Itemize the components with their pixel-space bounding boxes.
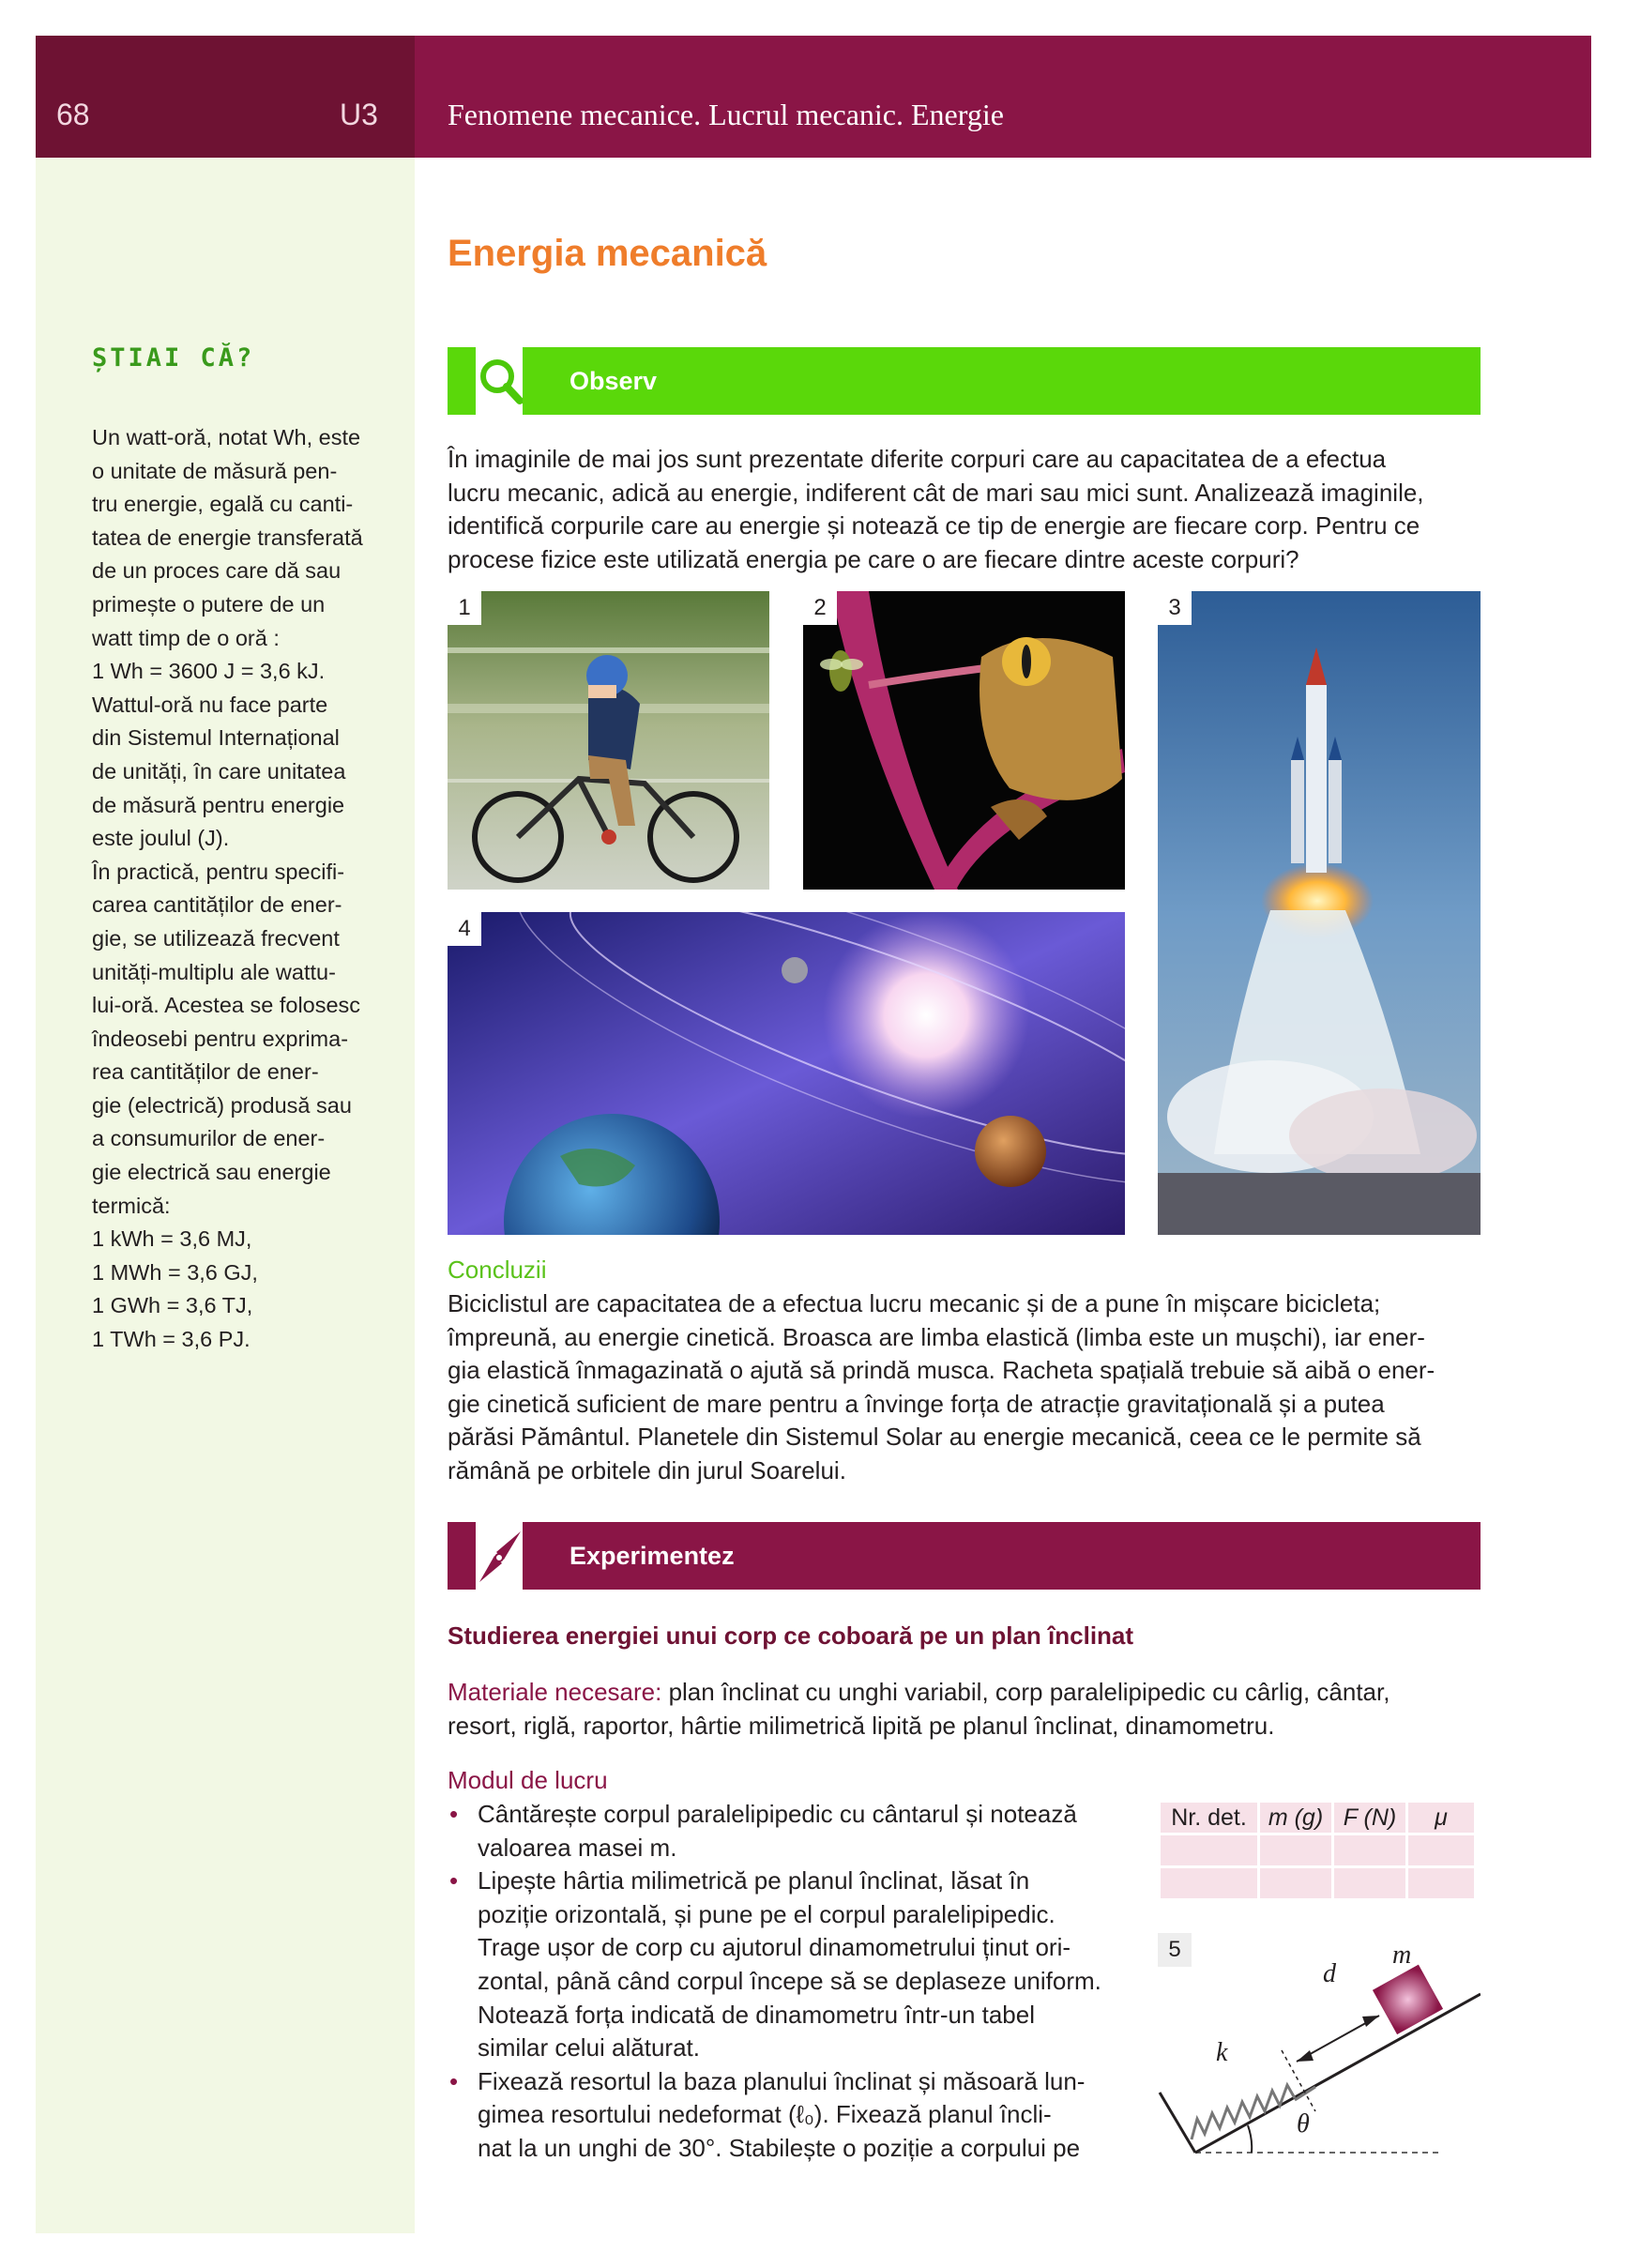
observ-line: procese fizice este utilizată energia pe care o are fiecare dintre aceste corpuri?: [448, 544, 1299, 573]
table-header: m (g): [1260, 1803, 1331, 1833]
step-line: gimea resortului nedeformat (ℓ₀). Fixează planul încli-: [478, 2100, 1052, 2129]
sidebar-line: gie (electrică) produsă sau: [92, 1092, 352, 1118]
page-number: 68: [56, 98, 90, 131]
header-right-band: [415, 36, 1591, 158]
observ-text: [448, 443, 1481, 576]
sidebar-line: watt timp de o oră :: [92, 625, 280, 650]
observ-line: În imaginile de mai jos sunt prezentate diferite corpuri care au capacitatea de a efectua: [448, 445, 1387, 473]
header-left-band: [36, 36, 415, 158]
experimentez-accent: [448, 1522, 476, 1590]
sidebar-line: 1 kWh = 3,6 MJ,: [92, 1226, 252, 1252]
step-line: valoarea masei m.: [478, 1833, 677, 1862]
conclusions-line: gie cinetică suficient de mare pentru a învinge forța de atracție gravitațională și a putea: [448, 1389, 1385, 1418]
sidebar-line: gie electrică sau energie: [92, 1160, 331, 1185]
table-header: μ: [1408, 1803, 1474, 1833]
sidebar-line: carea cantităților de ener-: [92, 892, 342, 918]
table-cell: [1260, 1868, 1331, 1898]
materials-line: resort, riglă, raportor, hârtie milimetrică lipită pe planul înclinat, dinamometru.: [448, 1711, 1275, 1740]
sidebar-line: primește o putere de un: [92, 591, 326, 616]
sidebar-line: unități-multiplu ale wattu-: [92, 959, 336, 984]
table-cell: [1334, 1835, 1405, 1865]
list-item: [448, 1865, 1123, 2065]
distance-label: d: [1323, 1959, 1336, 1988]
solar-system-photo: [448, 912, 1125, 1235]
step-line: Notează forța indicată de dinamometru într-un tabel: [478, 2000, 1036, 2029]
sidebar-line: îndeosebi pentru exprima-: [92, 1026, 349, 1051]
sidebar-line: de un proces care dă sau: [92, 558, 342, 584]
conclusions-line: gia elastică înmagazinată o ajută să prindă musca. Racheta spațială trebuie să aibă o ener-: [448, 1356, 1435, 1385]
table-cell: [1161, 1868, 1257, 1898]
table-header: Nr. det.: [1161, 1803, 1257, 1833]
observ-accent: [448, 347, 476, 415]
sidebar-line: o unitate de măsură pen-: [92, 458, 338, 483]
table-cell: [1334, 1868, 1405, 1898]
sidebar-line: rea cantităților de ener-: [92, 1059, 319, 1085]
step-line: Cântărește corpul paralelipipedic cu cântarul și notează: [478, 1800, 1077, 1828]
experiment-title: Studierea energiei unui corp ce coboară pe un plan înclinat: [448, 1621, 1134, 1650]
conclusions-text: [448, 1287, 1481, 1488]
experimentez-banner: [448, 1522, 1481, 1590]
table-cell: [1161, 1835, 1257, 1865]
materials-line: plan înclinat cu unghi variabil, corp paralelipipedic cu cârlig, cântar,: [661, 1678, 1390, 1706]
table-cell: [1260, 1835, 1331, 1865]
materials-block: [448, 1676, 1481, 1743]
observ-line: identifică corpurile care au energie și notează ce tip de energie are fiecare corp. Pentru ce: [448, 511, 1420, 540]
sidebar-line: de măsură pentru energie: [92, 792, 345, 817]
sidebar-line: tatea de energie transferată: [92, 525, 363, 550]
step-line: Trage ușor de corp cu ajutorul dinamometrului ținut ori-: [478, 1933, 1071, 1962]
step-line: nat la un unghi de 30°. Stabilește o poziție a corpului pe: [478, 2133, 1081, 2162]
sidebar-line: de unități, în care unitatea: [92, 758, 346, 784]
conclusions-line: părăsi Pământul. Planetele din Sistemul Solar au energie mecanică, ceea ce le permite să: [448, 1423, 1421, 1452]
sidebar-line: 1 MWh = 3,6 GJ,: [92, 1259, 258, 1285]
observ-label: Observ: [570, 367, 658, 395]
observ-strip: [523, 347, 1481, 415]
table-row: [1161, 1868, 1474, 1898]
conclusions-heading: Concluzii: [448, 1256, 547, 1284]
method-heading: Modul de lucru: [448, 1766, 608, 1794]
magnifier-icon: [476, 347, 523, 415]
sidebar-line: 1 Wh = 3600 J = 3,6 kJ.: [92, 659, 326, 684]
sidebar-line: din Sistemul Internațional: [92, 725, 340, 751]
sidebar-line: termică:: [92, 1193, 171, 1218]
mass-label: m: [1392, 1941, 1412, 1970]
sidebar-line: 1 TWh = 3,6 PJ.: [92, 1327, 251, 1352]
angle-label: θ: [1297, 2109, 1310, 2139]
sidebar-text: [92, 421, 385, 1357]
step-line: poziție orizontală, și pune pe el corpul paralelipipedic.: [478, 1899, 1055, 1928]
sidebar-line: este joulul (J).: [92, 826, 230, 851]
step-line: similar celui alăturat.: [478, 2033, 700, 2063]
image-number: 2: [803, 591, 837, 625]
bullet-icon: •: [449, 1866, 459, 1895]
conclusions-line: Biciclistul are capacitatea de a efectua lucru mecanic și de a pune în mișcare bicicleta;: [448, 1289, 1381, 1317]
chapter-title: Fenomene mecanice. Lucrul mecanic. Energie: [448, 98, 1004, 131]
image-number: 3: [1158, 591, 1192, 625]
sidebar-line: Un watt-oră, notat Wh, este: [92, 425, 361, 449]
sidebar-line: 1 GWh = 3,6 TJ,: [92, 1293, 253, 1318]
step-line: Fixează resortul la baza planului înclinat și măsoară lun-: [478, 2066, 1086, 2095]
frog-catching-fly-photo: [803, 591, 1125, 890]
method-steps: [448, 1798, 1123, 2166]
cyclist-photo: [448, 591, 769, 890]
sidebar-line: gie, se utilizează frecvent: [92, 925, 340, 951]
table-header: F (N): [1334, 1803, 1405, 1833]
sidebar-heading: ȘTIAI CĂ?: [92, 343, 255, 373]
diagram-number: 5: [1158, 1933, 1192, 1967]
sidebar-line: lui-oră. Acestea se folosesc: [92, 993, 361, 1018]
list-item: [448, 2065, 1123, 2166]
unit-code: U3: [340, 98, 378, 131]
experimentez-label: Experimentez: [570, 1542, 735, 1570]
observ-line: lucru mecanic, adică au energie, indiferent cât de mari sau mici sunt. Analizează imaginile,: [448, 478, 1424, 507]
observ-banner: [448, 347, 1481, 415]
section-title: Energia mecanică: [448, 233, 767, 274]
list-item: [448, 1798, 1123, 1865]
materials-label: Materiale necesare:: [448, 1678, 662, 1706]
compass-icon: [476, 1522, 523, 1590]
bullet-icon: •: [449, 1800, 459, 1828]
conclusions-line: rămână pe orbitele din jurul Soarelui.: [448, 1455, 846, 1484]
sidebar-line: tru energie, egală cu canti-: [92, 492, 354, 517]
sidebar-line: Wattul-oră nu face parte: [92, 692, 328, 717]
bullet-icon: •: [449, 2066, 459, 2095]
table-cell: [1408, 1868, 1474, 1898]
sidebar-line: a consumurilor de ener-: [92, 1126, 326, 1151]
image-number: 1: [448, 591, 481, 625]
measurements-table: [1158, 1800, 1477, 1901]
inclined-plane-diagram: [1158, 1933, 1481, 2158]
spring-label: k: [1216, 2038, 1228, 2067]
table-cell: [1408, 1835, 1474, 1865]
step-line: Lipește hârtia milimetrică pe planul înclinat, lăsat în: [478, 1866, 1030, 1895]
table-row: [1161, 1835, 1474, 1865]
step-line: zontal, până când corpul începe să se deplaseze uniform.: [478, 1966, 1101, 1995]
rocket-launch-photo: [1158, 591, 1481, 1235]
sidebar-line: În practică, pentru specifi-: [92, 859, 345, 884]
conclusions-line: împreună, au energie cinetică. Broasca are limba elastică (limba este un mușchi), iar ener-: [448, 1322, 1425, 1351]
image-number: 4: [448, 912, 481, 946]
